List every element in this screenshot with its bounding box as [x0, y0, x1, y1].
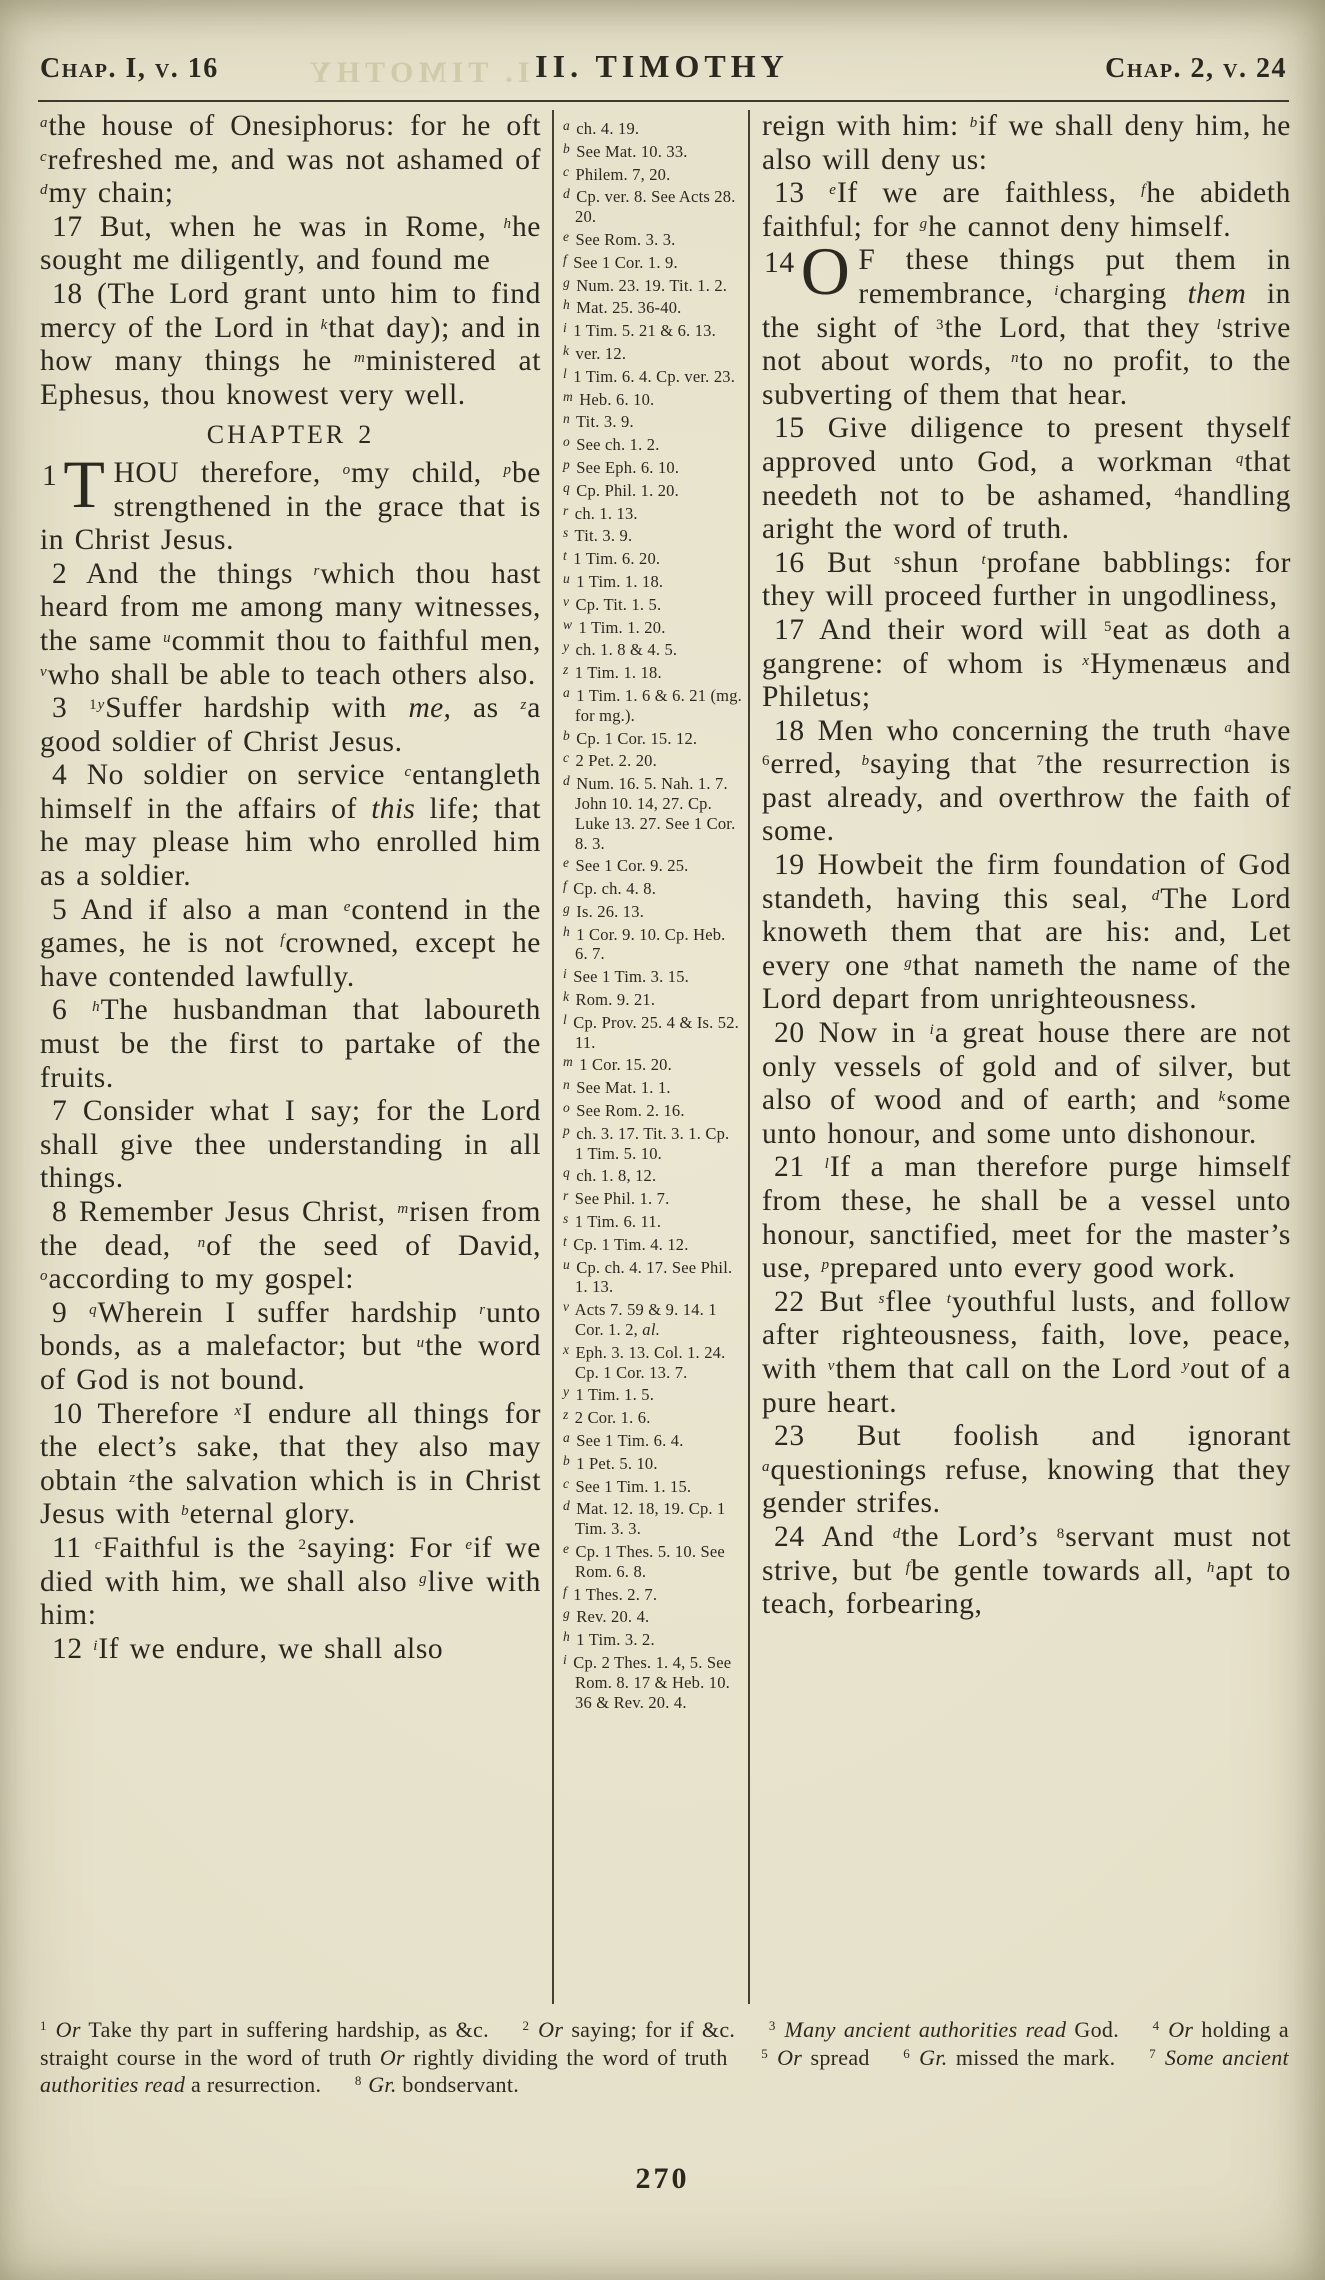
cross-reference: $^h$ 1 Tim. 3. 2. [563, 1629, 655, 1650]
verse-paragraph: 20 Now in $^i$a great house there are not only vessels of gold and of silver, but also of wood and of earth; and $^k$some unto honour, and some unto dishonour. [762, 1017, 1291, 1150]
verse-paragraph: 22 But $^s$flee $^t$youthful lusts, and follow after righteousness, faith, love, peace, with $^v$them that call on the Lord $^y$out of a pure heart. [762, 1285, 1291, 1419]
cross-reference: $^d$ Num. 16. 5. Nah. 1. 7. John 10. 14, 27. Cp. Luke 13. 27. See 1 Cor. 8. 3. [563, 773, 736, 853]
running-head-right: Chap. 2, v. 24 [1105, 53, 1287, 84]
verse-paragraph: 6 $^h$The husbandman that laboureth must be the first to partake of the fruits. [40, 994, 542, 1094]
book-title: II. TIMOTHY [535, 48, 789, 84]
cross-reference: $^y$ 1 Tim. 1. 5. [563, 1384, 655, 1405]
cross-reference: $^p$ ch. 3. 17. Tit. 3. 1. Cp. 1 Tim. 5. 10. [563, 1122, 730, 1163]
cross-reference: $^h$ Mat. 25. 36-40. [563, 297, 682, 318]
cross-reference: $^c$ 2 Pet. 2. 20. [563, 750, 657, 771]
cross-reference: $^d$ Cp. ver. 8. See Acts 28. 20. [563, 186, 736, 227]
bleed-through-title: I. TIMOTHY [305, 56, 530, 89]
verse-paragraph: 8 Remember Jesus Christ, $^m$risen from the dead, $^n$of the seed of David, $^o$according to my gospel: [40, 1196, 541, 1296]
verse-paragraph: 21 $^l$If a man therefore purge himself from these, he shall be a vessel unto honour, sanctified, meet for the master’s use, $^p$prepared unto every good work. [762, 1151, 1291, 1285]
cross-reference: $^g$ Rev. 20. 4. [563, 1606, 650, 1627]
cross-reference: $^r$ See Phil. 1. 7. [563, 1188, 670, 1209]
verse-paragraph: 3 $^{1y}$Suffer hardship with me, as $^z$a good soldier of Christ Jesus. [40, 692, 541, 758]
cross-reference: $^c$ Philem. 7, 20. [563, 163, 671, 184]
cross-reference: $^k$ Rom. 9. 21. [563, 989, 656, 1010]
verse-paragraph: 15 Give diligence to present thyself approved unto God, a workman $^q$that needeth not to be ashamed, $^4$handling aright the word of truth. [762, 412, 1291, 546]
verse-paragraph: 24 And $^d$the Lord’s $^8$servant must not strive, but $^f$be gentle towards all, $^h$apt to teach, forbearing, [762, 1520, 1291, 1621]
cross-reference: $^q$ ch. 1. 8, 12. [563, 1165, 657, 1186]
cross-reference: $^m$ Heb. 6. 10. [563, 388, 655, 409]
cross-reference: $^u$ 1 Tim. 1. 18. [563, 570, 664, 591]
continuation-paragraph: reign with him: $^b$if we shall deny him, he also will deny us: [762, 110, 1291, 176]
cross-reference: $^g$ Is. 26. 13. [563, 900, 645, 921]
verse-paragraph: 7 Consider what I say; for the Lord shall give thee understanding in all things. [40, 1095, 541, 1195]
verse-paragraph: 5 And if also a man $^e$contend in the games, he is not $^f$crowned, except he have contended lawfully. [40, 893, 542, 993]
cross-reference: $^s$ Tit. 3. 9. [563, 525, 633, 546]
cross-reference: $^f$ See 1 Cor. 1. 9. [563, 251, 678, 272]
verse-paragraph: 18 Men who concerning the truth $^a$have $^6$erred, $^b$saying that $^7$the resurrection is past already, and overthrow the faith of some. [762, 714, 1291, 848]
cross-reference: $^b$ Cp. 1 Cor. 15. 12. [563, 727, 698, 748]
cross-reference: $^v$ Cp. Tit. 1. 5. [563, 593, 662, 614]
cross-reference: $^g$ Num. 23. 19. Tit. 1. 2. [563, 274, 728, 295]
page-header [40, 48, 1287, 85]
cross-reference: $^z$ 1 Tim. 1. 18. [563, 662, 662, 683]
cross-reference: $^z$ 2 Cor. 1. 6. [563, 1407, 651, 1428]
cross-reference: $^m$ 1 Cor. 15. 20. [563, 1054, 672, 1075]
verse-paragraph: 23 But foolish and ignorant $^a$questionings refuse, knowing that they gender strifes. [762, 1420, 1291, 1520]
cross-reference: $^r$ ch. 1. 13. [563, 502, 638, 523]
cross-reference: $^f$ Cp. ch. 4. 8. [563, 878, 657, 899]
cross-reference: $^i$ Cp. 2 Thes. 1. 4, 5. See Rom. 8. 17 & Heb. 10. 36 & Rev. 20. 4. [563, 1651, 732, 1712]
cross-reference: $^t$ 1 Tim. 6. 20. [563, 548, 661, 569]
cross-reference: $^k$ ver. 12. [563, 342, 627, 363]
verse-paragraph: 12 $^i$If we endure, we shall also [52, 1632, 444, 1665]
cross-reference: $^x$ Eph. 3. 13. Col. 1. 24. Cp. 1 Cor. 13. 7. [563, 1341, 726, 1382]
cross-reference: $^n$ See Mat. 1. 1. [563, 1077, 671, 1098]
verse-paragraph: 19 Howbeit the firm foundation of God standeth, having this seal, $^d$The Lord knoweth them that are his: and, Let every one $^g$that nameth the name of the Lord depart from unrighteousness. [762, 849, 1291, 1016]
cross-reference: $^w$ 1 Tim. 1. 20. [563, 616, 666, 637]
left-text-column [40, 110, 552, 2004]
verse-paragraph: 13 $^e$If we are faithless, $^f$he abideth faithful; for $^g$he cannot deny himself. [762, 177, 1291, 243]
verse-paragraph: 1 T HOU therefore, $^o$my child, $^p$be strengthened in the grace that is in Christ Jesus. [40, 445, 541, 557]
cross-reference: $^q$ Cp. Phil. 1. 20. [563, 479, 679, 500]
cross-reference: $^i$ See 1 Tim. 3. 15. [563, 966, 689, 987]
cross-reference: $^t$ Cp. 1 Tim. 4. 12. [563, 1233, 689, 1254]
verse-paragraph: 18 (The Lord grant unto him to find mercy of the Lord in $^k$that day); and in how many things he $^m$ministered at Ephesus, thou knowest very well. [40, 277, 542, 411]
cross-reference: $^o$ See ch. 1. 2. [563, 434, 660, 455]
verse-paragraph: 9 $^q$Wherein I suffer hardship $^r$unto bonds, as a malefactor; but $^u$the word of God is not bound. [40, 1296, 541, 1396]
cross-reference: $^a$ ch. 4. 19. [563, 118, 640, 138]
continuation-paragraph: $^a$the house of Onesiphorus: for he oft $^c$refreshed me, and was not ashamed of $^d$my chain; [40, 110, 541, 210]
footnote-paragraph: $^1$ Or Take thy part in suffering hardship, as &c. $^2$ Or saying; for if &c. $^3$ Many ancient authorities read God. $^4$ Or holding a straight course in the word of truth Or rightly dividing the word of truth $^5$ Or spread $^6$ Gr. missed the mark. $^7$ Some ancient authorities read a resurrection. $^8$ Gr. bondservant. [40, 2017, 1289, 2097]
right-text-column [750, 110, 1291, 2004]
verse-paragraph: 10 Therefore $^x$I endure all things for the elect’s sake, that they also may obtain $^z$the salvation which is in Christ Jesus with $^b$eternal glory. [40, 1397, 542, 1531]
verse-paragraph: 17 And their word will $^5$eat as doth a gangrene: of whom is $^x$Hymenæus and Philetus; [762, 613, 1291, 714]
cross-reference: $^u$ Cp. ch. 4. 17. See Phil. 1. 13. [563, 1256, 733, 1297]
verse-paragraph: 4 No soldier on service $^c$entangleth himself in the affairs of this life; that he may please him who enrolled him as a soldier. [40, 759, 542, 893]
cross-reference: $^b$ 1 Pet. 5. 10. [563, 1452, 658, 1473]
cross-reference: $^e$ See 1 Cor. 9. 25. [563, 855, 689, 876]
cross-reference: $^v$ Acts 7. 59 & 9. 14. 1 Cor. 1. 2, al. [563, 1299, 717, 1340]
cross-reference: $^n$ Tit. 3. 9. [563, 411, 634, 432]
verse-paragraph: 14 O F these things put them in remembrance, $^i$charging them in the sight of $^3$the Lord, that they $^l$strive not about words, $^n$to no profit, to the subverting of them that hear. [762, 233, 1291, 411]
verse-paragraph: 16 But $^s$shun $^t$profane babblings: for they will proceed further in ungodliness, [762, 546, 1291, 613]
running-head-left: Chap. I, v. 16 [40, 53, 219, 84]
cross-reference: $^h$ 1 Cor. 9. 10. Cp. Heb. 6. 7. [563, 923, 726, 964]
cross-reference: $^s$ 1 Tim. 6. 11. [563, 1211, 662, 1232]
cross-references-column [552, 110, 750, 2004]
chapter-heading: CHAPTER 2 [206, 420, 375, 450]
verse-paragraph: 2 And the things $^r$which thou hast heard from me among many witnesses, the same $^u$commit thou to faithful men, $^v$who shall be able to teach others also. [40, 557, 542, 691]
cross-reference: $^i$ 1 Tim. 5. 21 & 6. 13. [563, 320, 716, 341]
cross-reference: $^o$ See Rom. 2. 16. [563, 1100, 685, 1121]
cross-reference: $^l$ Cp. Prov. 25. 4 & Is. 52. 11. [563, 1011, 740, 1052]
cross-reference: $^a$ 1 Tim. 1. 6 & 6. 21 (mg. for mg.). [563, 684, 742, 725]
page-number: 270 [635, 2162, 690, 2195]
verse-paragraph: 17 But, when he was in Rome, $^h$he sought me diligently, and found me [40, 210, 541, 277]
cross-reference: $^e$ See Rom. 3. 3. [563, 228, 676, 249]
cross-reference: $^p$ See Eph. 6. 10. [563, 456, 680, 477]
footnotes [40, 2016, 1289, 2099]
text-columns [40, 110, 1291, 2004]
verse-paragraph: 11 $^c$Faithful is the $^2$saying: For $^e$if we died with him, we shall also $^g$live with him: [40, 1531, 541, 1632]
cross-reference: $^a$ See 1 Tim. 6. 4. [563, 1430, 684, 1451]
drop-cap: 14 O [764, 233, 851, 310]
cross-reference: $^c$ See 1 Tim. 1. 15. [563, 1475, 692, 1496]
header-rule [38, 100, 1289, 102]
cross-reference: $^d$ Mat. 12. 18, 19. Cp. 1 Tim. 3. 3. [563, 1498, 726, 1539]
cross-reference: $^l$ 1 Tim. 6. 4. Cp. ver. 23. [563, 365, 736, 386]
cross-reference: $^b$ See Mat. 10. 33. [563, 140, 688, 161]
cross-reference: $^f$ 1 Thes. 2. 7. [563, 1583, 658, 1604]
cross-reference: $^y$ ch. 1. 8 & 4. 5. [563, 639, 678, 660]
cross-reference: $^e$ Cp. 1 Thes. 5. 10. See Rom. 6. 8. [563, 1541, 725, 1581]
drop-cap: 1 T [42, 445, 106, 522]
